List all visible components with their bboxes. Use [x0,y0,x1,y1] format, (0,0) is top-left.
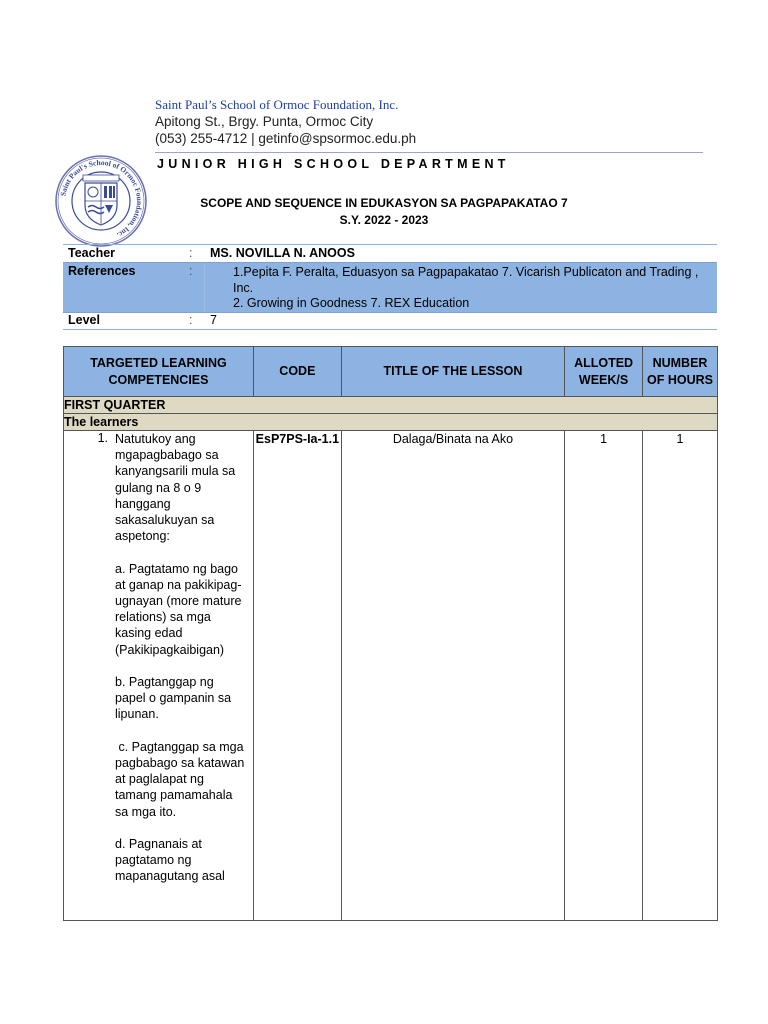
level-row [63,312,717,330]
references-label: References [68,264,136,278]
header-competencies: TARGETED LEARNING COMPETENCIES [64,347,254,397]
level-colon: : [189,313,193,327]
header-lesson: TITLE OF THE LESSON [341,347,564,397]
teacher-value: MS. NOVILLA N. ANOOS [210,246,355,260]
school-year: S.Y. 2022 - 2023 [339,213,429,227]
school-name: Saint Paul’s School of Ormoc Foundation, Inc. [155,97,399,112]
subheading-row [64,414,718,431]
references-row [63,262,717,313]
svg-text:Saint Paul's School of Ormoc F: Saint Paul's School of Ormoc Foundation, Inc. [58,157,145,240]
level-value: 7 [210,313,217,327]
header-weeks: ALLOTED WEEK/S [565,347,643,397]
teacher-row [63,244,717,263]
reference-1: 1.Pepita F. Peralta, Eduasyon sa Pagpapakatao 7. Vicarish Publicaton and Trading , Inc. [233,265,699,295]
quarter-row [64,397,718,414]
weeks-cell: 1 [565,431,643,921]
school-contact: (053) 255-4712 | getinfo@spsormoc.edu.ph [155,131,417,146]
department-heading: JUNIOR HIGH SCHOOL DEPARTMENT [157,157,510,171]
header-divider [155,152,703,153]
teacher-label: Teacher [68,246,116,260]
table-row [64,431,718,921]
school-seal-logo [55,155,147,247]
competency-text: Natutukoy ang mgapagbabago sa kanyangsarili mula sa gulang na 8 o 9 hanggang sakasalukuyan sa aspetong: a. Pagtatamo ng bago at ganap na pakikipag-ugnayan (more mature relations) sa mga kasing edad (Pakikipagkaibigan) b. Pagtanggap ng papel o gampanin sa lipunan. c. Pagtanggap sa mga pagbabago sa katawan at paglalapat ng tamang pamamahala sa mga ito. d. Pagnanais at pagtatamo ng mapanagutang asal [115,432,245,884]
references-colon: : [189,264,193,278]
competency-cell [64,431,254,921]
teacher-colon: : [189,246,193,260]
quarter-label: FIRST QUARTER [64,397,718,414]
code-cell: EsP7PS-Ia-1.1 [253,431,341,921]
document-title: SCOPE AND SEQUENCE IN EDUKASYON SA PAGPAPAKATAO 7 [200,196,568,210]
table-header-row [64,347,718,397]
header-hours: NUMBER OF HOURS [643,347,718,397]
hours-cell: 1 [643,431,718,921]
header-code: CODE [253,347,341,397]
level-label: Level [68,313,100,327]
competency-number: 1. [97,431,108,445]
lesson-cell: Dalaga/Binata na Ako [341,431,564,921]
reference-2: 2. Growing in Goodness 7. REX Education [233,296,470,310]
school-address: Apitong St., Brgy. Punta, Ormoc City [155,114,374,129]
scope-sequence-table [63,346,718,921]
references-divider [204,263,205,312]
subheading-label: The learners [64,414,718,431]
